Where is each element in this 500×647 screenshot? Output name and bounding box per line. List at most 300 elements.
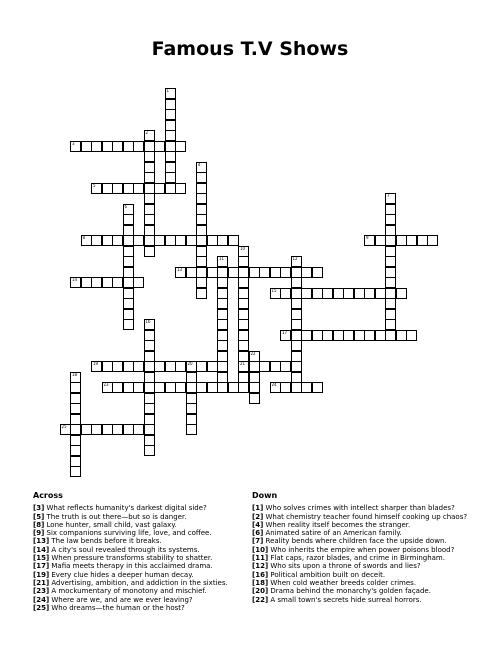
grid-cell[interactable]	[322, 288, 333, 299]
clue-text: Reality bends where children face the upside down.	[265, 537, 447, 546]
grid-cell[interactable]	[144, 414, 155, 425]
grid-cell[interactable]	[354, 288, 365, 299]
grid-cell[interactable]	[385, 319, 396, 330]
clue-number: [18]	[252, 578, 269, 587]
grid-cell[interactable]	[70, 141, 81, 152]
grid-cell[interactable]	[333, 288, 344, 299]
grid-cell[interactable]	[238, 351, 249, 362]
grid-cell[interactable]	[385, 225, 396, 236]
grid-cell[interactable]	[186, 235, 197, 246]
clue-text: Every clue hides a deeper human decay.	[51, 570, 194, 579]
clue-number: [15]	[33, 554, 50, 563]
grid-cell[interactable]	[196, 193, 207, 204]
grid-cell[interactable]	[144, 225, 155, 236]
grid-cell[interactable]	[144, 193, 155, 204]
cell-number: 5	[93, 182, 96, 188]
grid-cell[interactable]	[144, 372, 155, 383]
grid-cell[interactable]	[91, 141, 102, 152]
grid-cell[interactable]	[217, 267, 228, 278]
grid-cell[interactable]	[249, 393, 260, 404]
grid-cell[interactable]	[112, 361, 123, 372]
grid-cell[interactable]	[81, 424, 92, 435]
grid-cell[interactable]	[196, 214, 207, 225]
grid-cell[interactable]	[112, 183, 123, 194]
clue-number: [5]	[33, 512, 45, 521]
grid-cell[interactable]	[207, 267, 218, 278]
grid-cell[interactable]	[144, 130, 155, 141]
grid-cell[interactable]	[217, 340, 228, 351]
grid-cell[interactable]	[196, 172, 207, 183]
across-clues	[33, 492, 248, 612]
clue-text: Drama behind the monarchy's golden façade.	[270, 587, 431, 596]
grid-cell[interactable]	[312, 288, 323, 299]
clue-number: [17]	[33, 562, 50, 571]
grid-cell[interactable]	[396, 235, 407, 246]
grid-cell[interactable]	[301, 330, 312, 341]
grid-cell[interactable]	[112, 424, 123, 435]
grid-cell[interactable]	[91, 183, 102, 194]
grid-cell[interactable]	[186, 382, 197, 393]
grid-cell[interactable]	[123, 309, 134, 320]
grid-cell[interactable]	[123, 183, 134, 194]
grid-cell[interactable]	[385, 235, 396, 246]
grid-cell[interactable]	[112, 277, 123, 288]
down-clue	[252, 554, 492, 562]
grid-cell[interactable]	[238, 372, 249, 383]
across-clue	[33, 504, 248, 512]
grid-cell[interactable]	[144, 330, 155, 341]
grid-cell[interactable]	[123, 214, 134, 225]
grid-cell[interactable]	[385, 256, 396, 267]
grid-cell[interactable]	[123, 246, 134, 257]
grid-cell[interactable]	[123, 319, 134, 330]
grid-cell[interactable]	[196, 246, 207, 257]
grid-cell[interactable]	[238, 382, 249, 393]
grid-cell[interactable]	[291, 382, 302, 393]
grid-cell[interactable]	[238, 277, 249, 288]
grid-cell[interactable]	[70, 445, 81, 456]
grid-cell[interactable]	[102, 277, 113, 288]
grid-cell[interactable]	[291, 330, 302, 341]
grid-cell[interactable]	[312, 267, 323, 278]
clue-text: A city's soul revealed through its systems.	[51, 545, 200, 554]
grid-cell[interactable]	[280, 361, 291, 372]
grid-cell[interactable]	[154, 141, 165, 152]
grid-cell[interactable]	[144, 162, 155, 173]
grid-cell[interactable]	[217, 298, 228, 309]
grid-cell[interactable]	[186, 414, 197, 425]
clue-text: Who sits upon a throne of swords and lies?	[270, 562, 421, 571]
grid-cell[interactable]	[196, 382, 207, 393]
grid-cell[interactable]	[385, 193, 396, 204]
grid-cell[interactable]	[196, 256, 207, 267]
grid-cell[interactable]	[364, 330, 375, 341]
grid-cell[interactable]	[144, 151, 155, 162]
grid-cell[interactable]	[291, 309, 302, 320]
grid-cell[interactable]	[123, 277, 134, 288]
grid-cell[interactable]	[217, 309, 228, 320]
down-clue	[252, 579, 492, 587]
grid-cell[interactable]	[249, 361, 260, 372]
grid-cell[interactable]	[144, 235, 155, 246]
grid-cell[interactable]	[144, 435, 155, 446]
grid-cell[interactable]	[70, 414, 81, 425]
grid-cell[interactable]	[91, 235, 102, 246]
cell-number: 25	[61, 424, 67, 429]
grid-cell[interactable]	[301, 267, 312, 278]
clue-number: [24]	[33, 595, 50, 604]
grid-cell[interactable]	[81, 277, 92, 288]
grid-cell[interactable]	[375, 235, 386, 246]
grid-cell[interactable]	[154, 361, 165, 372]
grid-cell[interactable]	[133, 361, 144, 372]
grid-cell[interactable]	[217, 372, 228, 383]
grid-cell[interactable]	[144, 141, 155, 152]
grid-cell[interactable]	[312, 382, 323, 393]
grid-cell[interactable]	[133, 183, 144, 194]
grid-cell[interactable]	[217, 277, 228, 288]
grid-cell[interactable]	[396, 288, 407, 299]
grid-cell[interactable]	[270, 361, 281, 372]
grid-cell[interactable]	[102, 141, 113, 152]
grid-cell[interactable]	[396, 330, 407, 341]
grid-cell[interactable]	[291, 256, 302, 267]
across-clue	[33, 529, 248, 537]
grid-cell[interactable]	[165, 183, 176, 194]
grid-cell[interactable]	[175, 183, 186, 194]
grid-cell[interactable]	[154, 382, 165, 393]
grid-cell[interactable]	[249, 267, 260, 278]
clue-text: A small town's secrets hide surreal horrors.	[270, 595, 422, 604]
clue-text: Where are we, and are we ever leaving?	[51, 595, 193, 604]
grid-cell[interactable]	[291, 340, 302, 351]
grid-cell[interactable]	[133, 277, 144, 288]
grid-cell[interactable]	[144, 351, 155, 362]
grid-cell[interactable]	[123, 298, 134, 309]
grid-cell[interactable]	[270, 382, 281, 393]
clue-text: When pressure transforms stability to shatter.	[51, 554, 213, 563]
grid-cell[interactable]	[249, 351, 260, 362]
grid-cell[interactable]	[165, 120, 176, 131]
grid-cell[interactable]	[102, 382, 113, 393]
grid-cell[interactable]	[375, 288, 386, 299]
grid-cell[interactable]	[196, 162, 207, 173]
grid-cell[interactable]	[196, 361, 207, 372]
grid-cell[interactable]	[165, 382, 176, 393]
grid-cell[interactable]	[291, 372, 302, 383]
grid-cell[interactable]	[364, 235, 375, 246]
grid-cell[interactable]	[186, 361, 197, 372]
grid-cell[interactable]	[354, 330, 365, 341]
grid-cell[interactable]	[385, 214, 396, 225]
grid-cell[interactable]	[144, 183, 155, 194]
grid-cell[interactable]	[291, 361, 302, 372]
grid-cell[interactable]	[186, 267, 197, 278]
grid-cell[interactable]	[238, 319, 249, 330]
grid-cell[interactable]	[154, 183, 165, 194]
grid-cell[interactable]	[165, 235, 176, 246]
across-clue	[33, 546, 248, 554]
cell-number: 11	[219, 256, 225, 261]
grid-cell[interactable]	[144, 382, 155, 393]
cell-number: 19	[93, 361, 99, 366]
grid-cell[interactable]	[291, 319, 302, 330]
cell-number: 23	[103, 382, 109, 387]
grid-cell[interactable]	[280, 330, 291, 341]
grid-cell[interactable]	[270, 288, 281, 299]
grid-cell[interactable]	[70, 435, 81, 446]
grid-cell[interactable]	[196, 277, 207, 288]
grid-cell[interactable]	[165, 162, 176, 173]
grid-cell[interactable]	[385, 204, 396, 215]
grid-cell[interactable]	[217, 288, 228, 299]
grid-cell[interactable]	[186, 424, 197, 435]
grid-cell[interactable]	[312, 330, 323, 341]
grid-cell[interactable]	[385, 330, 396, 341]
grid-cell[interactable]	[70, 466, 81, 477]
grid-cell[interactable]	[175, 235, 186, 246]
clue-text: When cold weather breeds colder crimes.	[270, 578, 417, 587]
grid-cell[interactable]	[364, 288, 375, 299]
grid-cell[interactable]	[385, 309, 396, 320]
cell-number: 10	[240, 245, 246, 251]
grid-cell[interactable]	[70, 403, 81, 414]
grid-cell[interactable]	[238, 340, 249, 351]
grid-cell[interactable]	[196, 267, 207, 278]
grid-cell[interactable]	[406, 330, 417, 341]
grid-cell[interactable]	[144, 393, 155, 404]
grid-cell[interactable]	[144, 204, 155, 215]
grid-cell[interactable]	[175, 141, 186, 152]
clue-text: Six companions surviving life, love, and coffee.	[46, 529, 212, 538]
grid-cell[interactable]	[291, 351, 302, 362]
grid-cell[interactable]	[81, 141, 92, 152]
grid-cell[interactable]	[406, 235, 417, 246]
grid-cell[interactable]	[70, 372, 81, 383]
grid-cell[interactable]	[165, 109, 176, 120]
grid-cell[interactable]	[322, 330, 333, 341]
down-heading: Down	[252, 491, 278, 500]
grid-cell[interactable]	[196, 183, 207, 194]
grid-cell[interactable]	[123, 361, 134, 372]
grid-cell[interactable]	[91, 361, 102, 372]
grid-cell[interactable]	[249, 382, 260, 393]
grid-cell[interactable]	[165, 361, 176, 372]
grid-cell[interactable]	[70, 382, 81, 393]
grid-cell[interactable]	[81, 235, 92, 246]
grid-cell[interactable]	[91, 424, 102, 435]
grid-cell[interactable]	[112, 382, 123, 393]
grid-cell[interactable]	[133, 235, 144, 246]
grid-cell[interactable]	[238, 246, 249, 257]
grid-cell[interactable]	[91, 277, 102, 288]
grid-cell[interactable]	[259, 361, 270, 372]
grid-cell[interactable]	[385, 298, 396, 309]
grid-cell[interactable]	[144, 340, 155, 351]
grid-cell[interactable]	[60, 424, 71, 435]
grid-cell[interactable]	[144, 424, 155, 435]
grid-cell[interactable]	[112, 235, 123, 246]
grid-cell[interactable]	[238, 256, 249, 267]
grid-cell[interactable]	[144, 445, 155, 456]
grid-cell[interactable]	[238, 298, 249, 309]
grid-cell[interactable]	[165, 141, 176, 152]
across-clue	[33, 554, 248, 562]
grid-cell[interactable]	[133, 141, 144, 152]
grid-cell[interactable]	[123, 424, 134, 435]
grid-cell[interactable]	[238, 309, 249, 320]
grid-cell[interactable]	[123, 256, 134, 267]
cell-number: 15	[271, 287, 277, 293]
grid-cell[interactable]	[280, 267, 291, 278]
grid-cell[interactable]	[102, 424, 113, 435]
grid-cell[interactable]	[186, 403, 197, 414]
grid-cell[interactable]	[165, 130, 176, 141]
cell-number: 18	[72, 371, 78, 377]
grid-cell[interactable]	[144, 172, 155, 183]
clue-text: What reflects humanity's darkest digital side?	[46, 504, 207, 513]
across-clue	[33, 521, 248, 529]
grid-cell[interactable]	[385, 267, 396, 278]
cell-number: 9	[366, 235, 369, 240]
clue-text: Who dreams—the human or the host?	[51, 603, 185, 612]
grid-cell[interactable]	[165, 88, 176, 99]
clue-number: [4]	[252, 520, 264, 529]
cell-number: 16	[145, 319, 151, 324]
grid-cell[interactable]	[133, 424, 144, 435]
grid-cell[interactable]	[238, 330, 249, 341]
grid-cell[interactable]	[123, 204, 134, 215]
grid-cell[interactable]	[427, 235, 438, 246]
grid-cell[interactable]	[385, 246, 396, 257]
grid-cell[interactable]	[165, 172, 176, 183]
grid-cell[interactable]	[154, 235, 165, 246]
grid-cell[interactable]	[333, 330, 344, 341]
grid-cell[interactable]	[144, 214, 155, 225]
grid-cell[interactable]	[259, 267, 270, 278]
grid-cell[interactable]	[175, 382, 186, 393]
grid-cell[interactable]	[186, 372, 197, 383]
grid-cell[interactable]	[291, 267, 302, 278]
clue-number: [11]	[252, 554, 269, 563]
cell-number: 14	[72, 277, 78, 282]
grid-cell[interactable]	[70, 456, 81, 467]
grid-cell[interactable]	[70, 393, 81, 404]
grid-cell[interactable]	[144, 319, 155, 330]
grid-cell[interactable]	[238, 361, 249, 372]
grid-cell[interactable]	[280, 382, 291, 393]
grid-cell[interactable]	[385, 277, 396, 288]
grid-cell[interactable]	[270, 267, 281, 278]
grid-cell[interactable]	[112, 141, 123, 152]
cell-number: 24	[271, 382, 277, 387]
cell-number: 12	[292, 256, 298, 261]
grid-cell[interactable]	[123, 288, 134, 299]
down-clue	[252, 546, 492, 554]
grid-cell[interactable]	[343, 288, 354, 299]
cell-number: 7	[387, 193, 390, 198]
grid-cell[interactable]	[123, 267, 134, 278]
clue-text: Political ambition built on deceit.	[270, 570, 386, 579]
grid-cell[interactable]	[217, 235, 228, 246]
grid-cell[interactable]	[228, 382, 239, 393]
grid-cell[interactable]	[123, 235, 134, 246]
grid-cell[interactable]	[301, 288, 312, 299]
grid-cell[interactable]	[165, 151, 176, 162]
grid-cell[interactable]	[249, 372, 260, 383]
cell-number: 21	[240, 361, 246, 366]
grid-cell[interactable]	[217, 256, 228, 267]
grid-cell[interactable]	[207, 361, 218, 372]
grid-cell[interactable]	[123, 141, 134, 152]
down-clue	[252, 513, 492, 521]
grid-cell[interactable]	[291, 298, 302, 309]
clue-text: Lone hunter, small child, vast galaxy.	[46, 520, 177, 529]
grid-cell[interactable]	[217, 351, 228, 362]
grid-cell[interactable]	[144, 246, 155, 257]
grid-cell[interactable]	[196, 204, 207, 215]
grid-cell[interactable]	[207, 235, 218, 246]
grid-cell[interactable]	[228, 235, 239, 246]
grid-cell[interactable]	[102, 361, 113, 372]
grid-cell[interactable]	[186, 393, 197, 404]
grid-cell[interactable]	[175, 361, 186, 372]
down-clue	[252, 537, 492, 545]
grid-cell[interactable]	[196, 225, 207, 236]
grid-cell[interactable]	[207, 382, 218, 393]
grid-cell[interactable]	[133, 382, 144, 393]
grid-cell[interactable]	[301, 382, 312, 393]
grid-cell[interactable]	[144, 403, 155, 414]
grid-cell[interactable]	[175, 267, 186, 278]
grid-cell[interactable]	[417, 235, 428, 246]
grid-cell[interactable]	[70, 424, 81, 435]
grid-cell[interactable]	[217, 382, 228, 393]
grid-cell[interactable]	[217, 319, 228, 330]
grid-cell[interactable]	[343, 330, 354, 341]
across-clue	[33, 513, 248, 521]
grid-cell[interactable]	[70, 277, 81, 288]
grid-cell[interactable]	[196, 235, 207, 246]
grid-cell[interactable]	[123, 225, 134, 236]
grid-cell[interactable]	[123, 382, 134, 393]
grid-cell[interactable]	[238, 267, 249, 278]
clue-text: Mafia meets therapy in this acclaimed drama.	[51, 562, 213, 571]
grid-cell[interactable]	[102, 235, 113, 246]
grid-cell[interactable]	[280, 288, 291, 299]
clue-number: [21]	[33, 578, 50, 587]
grid-cell[interactable]	[228, 267, 239, 278]
grid-cell[interactable]	[291, 288, 302, 299]
clue-text: Who inherits the empire when power poisons blood?	[270, 545, 455, 554]
across-heading: Across	[33, 491, 63, 500]
grid-cell[interactable]	[217, 361, 228, 372]
grid-cell[interactable]	[375, 330, 386, 341]
grid-cell[interactable]	[144, 361, 155, 372]
cell-number: 4	[198, 161, 201, 167]
clue-number: [10]	[252, 545, 269, 554]
down-clue	[252, 571, 492, 579]
cell-number: 1	[166, 88, 170, 93]
grid-cell[interactable]	[238, 288, 249, 299]
grid-cell[interactable]	[291, 277, 302, 288]
grid-cell[interactable]	[385, 288, 396, 299]
grid-cell[interactable]	[217, 330, 228, 341]
clue-text: What chemistry teacher found himself cooking up chaos?	[265, 512, 468, 521]
grid-cell[interactable]	[196, 288, 207, 299]
grid-cell[interactable]	[102, 183, 113, 194]
grid-cell[interactable]	[165, 99, 176, 110]
